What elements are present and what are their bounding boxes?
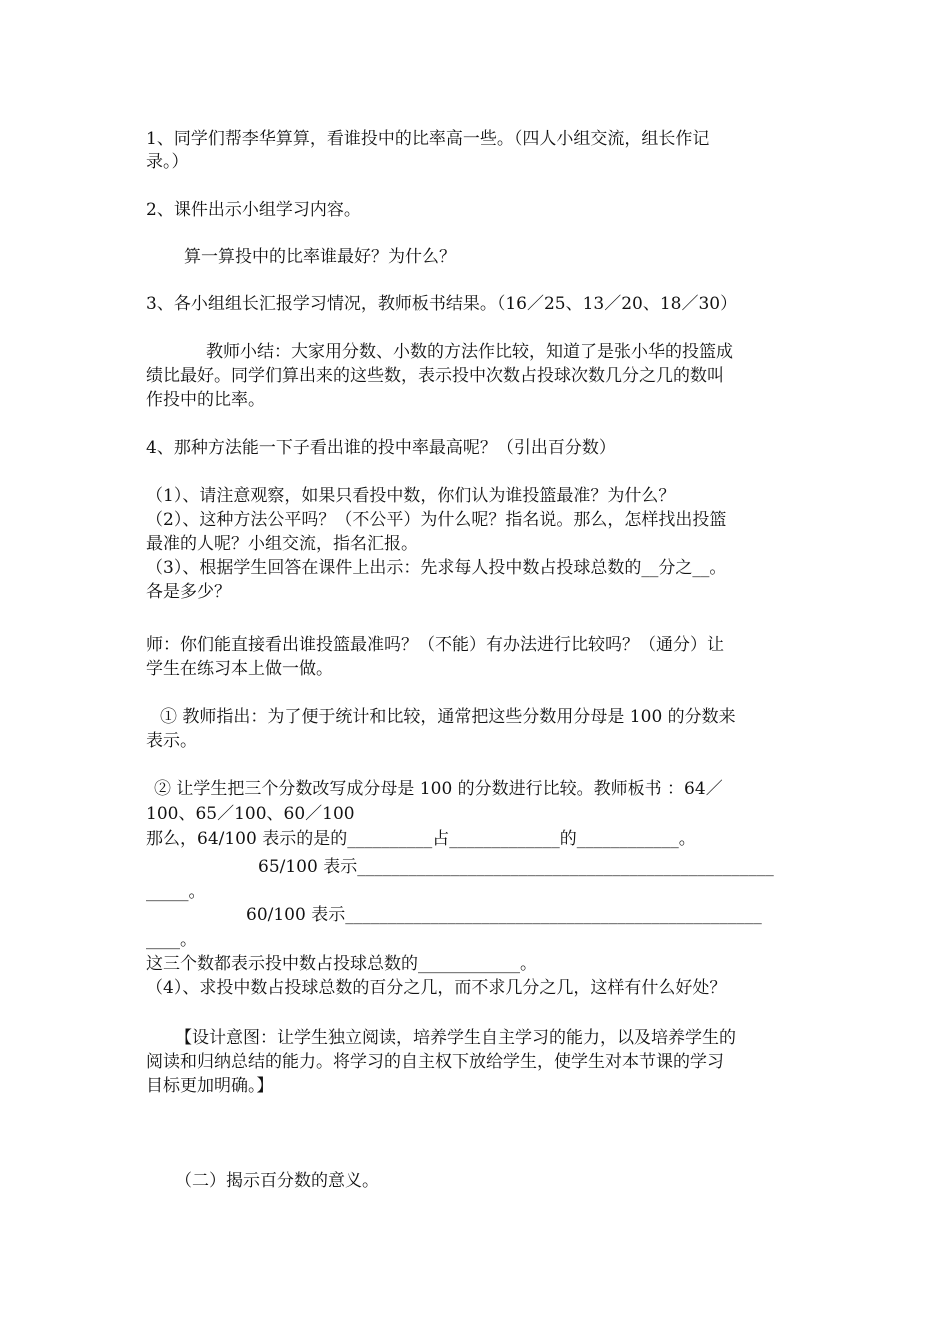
text-line: 作投中的比率。 — [146, 390, 265, 410]
text-line: 4、那种方法能一下子看出谁的投中率最高呢？（引出百分数） — [146, 438, 616, 458]
text-line: （二）揭示百分数的意义。 — [175, 1171, 379, 1191]
text-line: 2、课件出示小组学习内容。 — [146, 200, 361, 220]
text-line: ① 教师指出：为了便于统计和比较，通常把这些分数用分母是 100 的分数来 — [160, 707, 736, 727]
text-line: （1）、请注意观察，如果只看投中数，你们认为谁投篮最准？为什么？ — [146, 486, 676, 506]
text-line: 这三个数都表示投中数占投球总数的____________。 — [146, 954, 537, 974]
text-line: 1、同学们帮李华算算，看谁投中的比率高一些。（四人小组交流，组长作记 — [146, 129, 710, 149]
text-line: 学生在练习本上做一做。 — [146, 659, 333, 679]
text-line: ____。 — [146, 930, 197, 950]
text-line: ② 让学生把三个分数改写成分母是 100 的分数进行比较。教师板书 ：64／ — [154, 779, 723, 799]
text-line: 最准的人呢？小组交流，指名汇报。 — [146, 534, 418, 554]
text-line: 阅读和归纳总结的能力。将学习的自主权下放给学生，使学生对本节课的学习 — [146, 1052, 724, 1072]
text-line: 60/100 表示_________________________________________________ — [246, 905, 762, 925]
text-line: 教师小结：大家用分数、小数的方法作比较，知道了是张小华的投篮成 — [206, 342, 733, 362]
text-line: 师：你们能直接看出谁投篮最准吗？（不能）有办法进行比较吗？（通分）让 — [146, 635, 724, 655]
text-line: 录。） — [146, 152, 189, 172]
text-line: 算一算投中的比率谁最好？为什么？ — [184, 247, 456, 267]
text-line: （3）、根据学生回答在课件上出示：先求每人投中数占投球总数的__分之__。 — [146, 558, 727, 578]
text-line: 目标更加明确。】 — [146, 1076, 274, 1096]
text-line: 3、各小组组长汇报学习情况，教师板书结果。（16／25、13／20、18／30） — [146, 294, 738, 314]
text-line: 各是多少？ — [146, 582, 231, 602]
text-line: 表示。 — [146, 731, 197, 751]
text-line: 【设计意图：让学生独立阅读，培养学生自主学习的能力，以及培养学生的 — [175, 1028, 736, 1048]
text-line: 100、65／100、60／100 — [146, 804, 355, 824]
text-line: （2）、这种方法公平吗？（不公平）为什么呢？指名说。那么，怎样找出投篮 — [146, 510, 727, 530]
text-line: 那么，64/100 表示的是的__________占_____________的____________。 — [146, 829, 696, 849]
text-line: （4）、求投中数占投球总数的百分之几，而不求几分之几，这样有什么好处？ — [146, 978, 727, 998]
text-line: 绩比最好。同学们算出来的这些数，表示投中次数占投球次数几分之几的数叫 — [146, 366, 724, 386]
text-line: 65/100 表示_________________________________________________ — [258, 857, 774, 877]
text-line: _____。 — [146, 882, 206, 902]
